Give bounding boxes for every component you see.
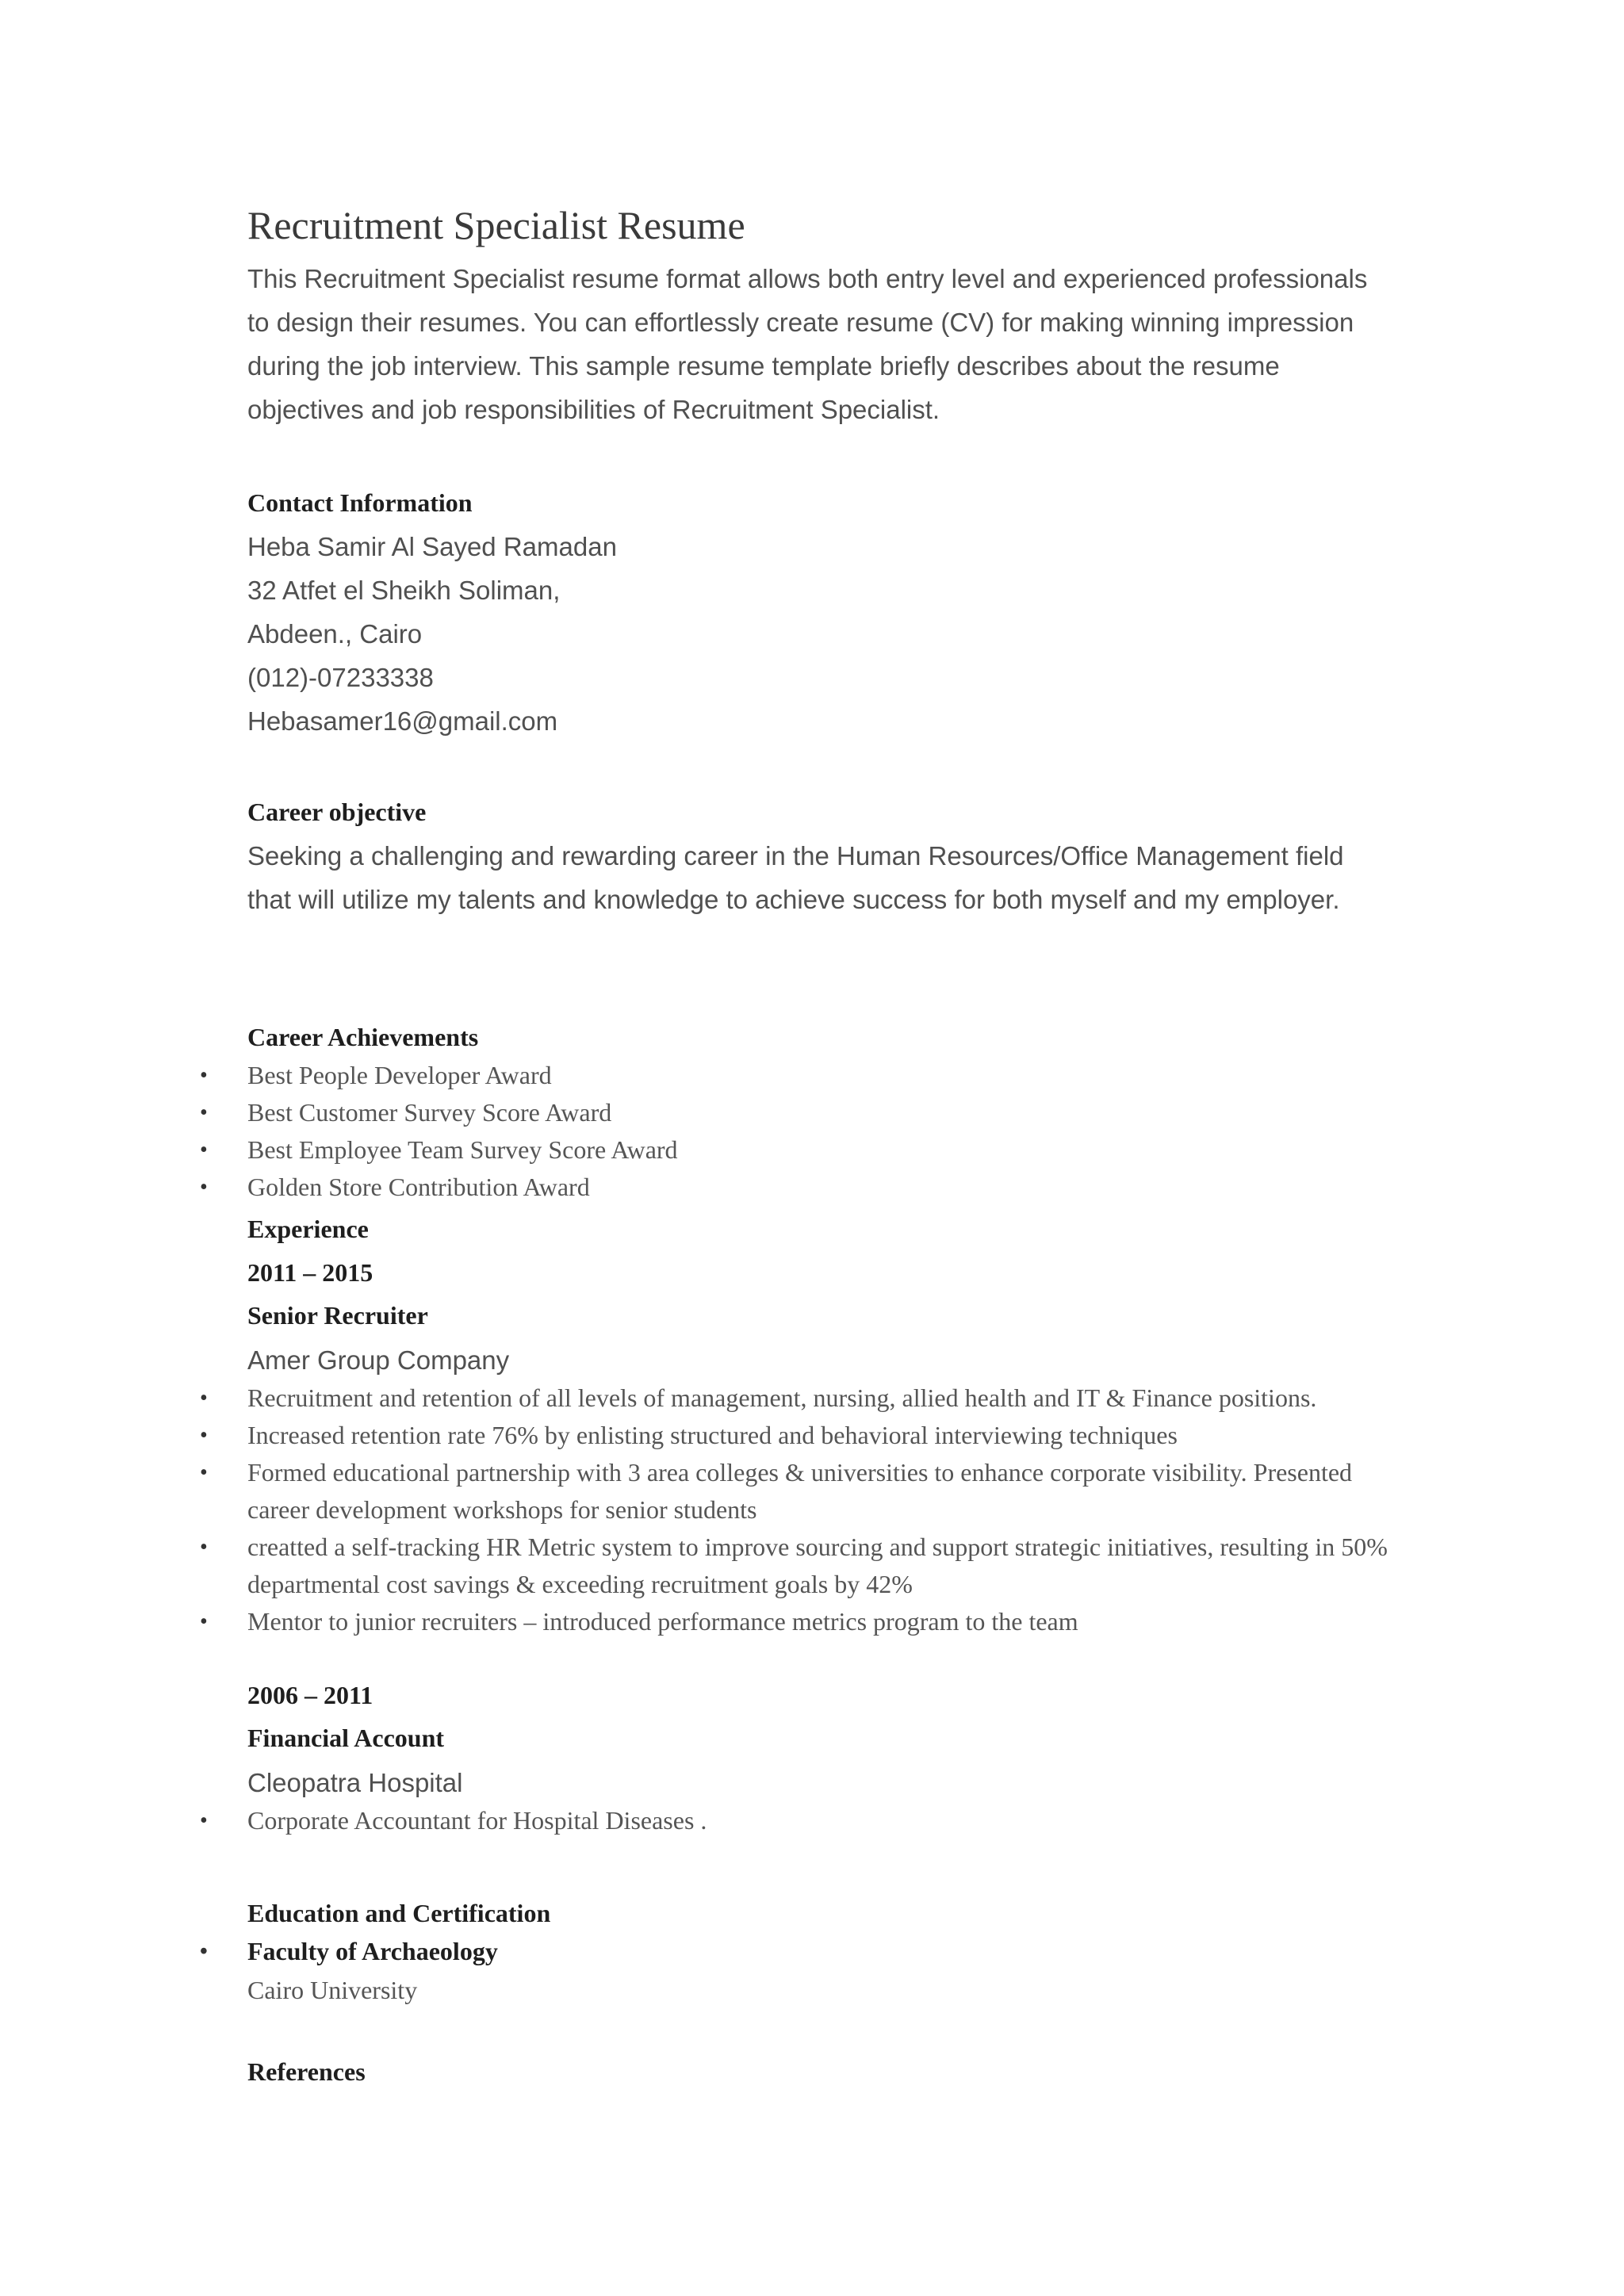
bullet-icon: •	[200, 1063, 208, 1088]
list-item: • Increased retention rate 76% by enlisting structured and behavioral interviewing techniques	[0, 1417, 1389, 1454]
job-responsibilities-list	[0, 1802, 1389, 1839]
contact-email: Hebasamer16@gmail.com	[247, 706, 558, 736]
bullet-icon: •	[200, 1386, 208, 1410]
list-item: • Corporate Accountant for Hospital Diseases .	[0, 1802, 1389, 1839]
bullet-icon: •	[200, 1808, 208, 1833]
achievements-heading: Career Achievements	[247, 1023, 479, 1051]
list-item: • creatted a self-tracking HR Metric system to improve sourcing and support strategic initiatives, resulting in 50% departmental cost savings & exceeding recruitment goals by 42%	[0, 1529, 1389, 1603]
job-role: Senior Recruiter	[247, 1301, 428, 1330]
contact-heading: Contact Information	[247, 488, 473, 517]
experience-heading: Experience	[247, 1215, 369, 1243]
job-role: Financial Account	[247, 1724, 445, 1752]
list-item: • Golden Store Contribution Award	[0, 1169, 1389, 1206]
contact-address-line-1: 32 Atfet el Sheikh Soliman,	[247, 576, 561, 605]
contact-name: Heba Samir Al Sayed Ramadan	[247, 532, 617, 561]
list-item: • Best Employee Team Survey Score Award	[0, 1131, 1389, 1169]
education-degree: Faculty of Archaeology	[247, 1937, 498, 1965]
bullet-icon: •	[200, 1939, 208, 1964]
job-company: Cleopatra Hospital	[247, 1768, 463, 1797]
bullet-icon: •	[200, 1100, 208, 1125]
bullet-icon: •	[200, 1460, 208, 1485]
contact-address-line-2: Abdeen., Cairo	[247, 619, 423, 649]
list-item: • Formed educational partnership with 3 area colleges & universities to enhance corporate visibility. Presented career development workshops for senior students	[0, 1454, 1389, 1529]
list-item	[0, 1933, 1389, 1970]
education-school: Cairo University	[247, 1976, 418, 2004]
bullet-icon: •	[200, 1609, 208, 1634]
bullet-icon: •	[200, 1535, 208, 1559]
education-heading: Education and Certification	[247, 1899, 551, 1927]
job-period: 2011 – 2015	[247, 1258, 373, 1287]
bullet-icon: •	[200, 1423, 208, 1448]
achievements-list	[0, 1057, 1389, 1206]
education-list	[0, 1933, 1389, 1970]
list-item: • Mentor to junior recruiters – introduced performance metrics program to the team	[0, 1603, 1389, 1640]
job-company: Amer Group Company	[247, 1345, 510, 1375]
list-item: • Recruitment and retention of all levels of management, nursing, allied health and IT & Finance positions.	[0, 1380, 1389, 1417]
bullet-icon: •	[200, 1138, 208, 1162]
references-heading: References	[247, 2057, 366, 2086]
bullet-icon: •	[200, 1175, 208, 1200]
contact-phone: (012)-07233338	[247, 663, 434, 692]
job-responsibilities-list	[0, 1380, 1389, 1640]
job-period: 2006 – 2011	[247, 1681, 373, 1709]
intro-paragraph: This Recruitment Specialist resume format allows both entry level and experienced professionals to design their resumes. You can effortlessly create resume (CV) for making winning impression during the job interview. This sample resume template briefly describes about the resume objectives and job responsibilities of Recruitment Specialist.	[247, 264, 1368, 424]
objective-text: Seeking a challenging and rewarding career in the Human Resources/Office Management field that will utilize my talents and knowledge to achieve success for both myself and my employer.	[247, 841, 1344, 914]
list-item: • Best Customer Survey Score Award	[0, 1094, 1389, 1131]
list-item: • Best People Developer Award	[0, 1057, 1389, 1094]
page-title: Recruitment Specialist Resume	[247, 203, 745, 247]
objective-heading: Career objective	[247, 798, 427, 826]
